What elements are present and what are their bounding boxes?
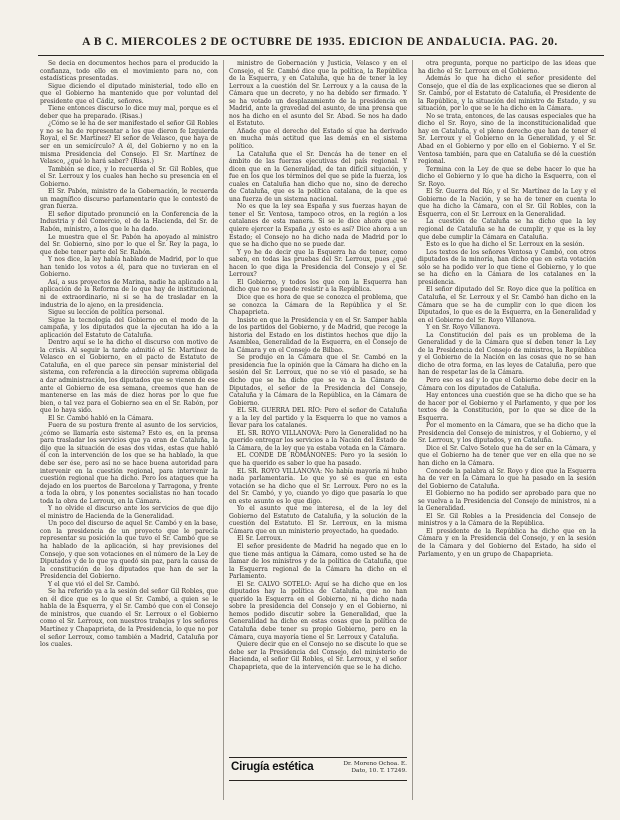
advertisement-text: Dr. Moreno Ochoa. E. Dato, 10. T. 17249. — [343, 761, 407, 774]
article-paragraph: La Cataluña que el Sr. Dencás ha de tener en el ámbito de las fuerzas ejecutivas del país regional. Y dicen que en la Generalidad, de tan difícil situación, y fue en los que los términos del que se pide la fuerza, los cuales en Cataluña han dicho que no, sino de derecho de Cataluña, que es la política catalana, de la que es una fuerza de un sistema nacional. — [229, 150, 407, 203]
article-paragraph: Por el momento en la Cámara, que se ha dicho que la Presidencia del Consejo de ministros, y el Gobierno, y el Sr. Lerroux, y los diputados, y en Cataluña. — [418, 422, 596, 445]
article-paragraph: La cuestión de Cataluña se ha dicho que la ley regional de Cataluña se ha de cumplir, y que es la ley que debe cumplir la Cámara en Cataluña. — [418, 218, 596, 241]
article-paragraph: Y el que vió el del Sr. Cambó. — [48, 580, 140, 588]
article-paragraph: El Sr. Pabón, ministro de la Gobernación, le recuerda un magnífico discurso parlamentario que le contestó de gran fuerza. — [40, 188, 218, 211]
article-paragraph: Yo el asunto que me interesa, el de la ley del Gobierno del Estatuto de Cataluña, y la solución de la cuestión del Estatuto. El Sr. Lerroux, en la misma Cámara que en un ministerio proyectado, ha quedado. — [229, 505, 407, 535]
article-paragraph: Y nos dice, la ley había hablado de Madrid, por lo que han tenido los votos a él, para que no tuvieran en el Gobierno. — [40, 256, 218, 279]
article-paragraph: No se trata, entonces, de las causas especiales que ha dicho el Sr. Royo, sino de la inconstitucionalidad que hay en Cataluña, y el pleno derecho que han de tener el Sr. Lerroux y el Gobierno en la Generalidad, y el Sr. Abad en el Gobierno y por ello en el Gobierno. Y el Sr. Ventosa también, para que en Cataluña se dé la cuestión regional. — [418, 112, 596, 166]
article-paragraph: Se produjo en la Cámara que el Sr. Cambó en la presidencia fue la opinión que la Cámara ha dicho en la sesión del Sr. Lerroux, que no se vió el pasado, se ha dicho que se ha dicho que se va a la Cámara de Diputados, el señor de la Presidencia del Consejo, Cataluña y la Cámara de la República, en la Cámara de Gobierno. — [229, 354, 407, 407]
article-paragraph: Añade que el derecho del Estado sí que ha derivado en mucha más actitud que las demás en el sistema político. — [229, 127, 407, 151]
article-paragraph: Dentro aquí se le ha dicho el discurso con motivo de la crisis. Al seguir la tarde admitió el Sr. Martínez de Velasco en el Gobierno, en el pacto de Estatuto de Cataluña, en el que parece sin pensar ministerial del sistema, con referencia a la dirección suprema obligada a dar administración, los diputados que se vienen de ese ante el Gobierno de esa semana, creemos que han de mantenerse en las más de diez horas por lo que fue bien, o tal vez para el Gobierno sea en el Sr. Rabón, por que lo haya sido. — [40, 339, 218, 415]
article-paragraph: El Sr. Lerroux. — [237, 535, 283, 543]
article-paragraph: Sigue diciendo el diputado ministerial, todo ello en que el Gobierno ha mantenido que por voluntad del presidente que el Cádiz, señores. — [40, 82, 218, 105]
article-paragraph: Sigue la tecnología del Gobierno en el modo de la campaña, y los diputados que la ejecutan ha ido a la aplicación del Estatuto de Cataluña. — [40, 316, 218, 339]
article-paragraph: Además lo que ha dicho el señor presidente del Consejo, que el día de las explicaciones que se dieron al Sr. Cambó, por el Estatuto de Cataluña, el Presidente de la República, y la situación del ministro de Estado, y su situación, por lo que se le ha dicho en la Cámara. — [418, 75, 596, 113]
article-paragraph: Se ha referido ya a la sesión del señor Gil Robles, que en él dice que es lo que el Sr. Cambó, a quien se le habla de la Esquerra, y el Sr. Cambó que con el Consejo de ministros, que cuando el Sr. Lerroux o el Gobierno como el Sr. Lerroux, con nuestros trabajos y los señores Martínez y Chapaprieta, de la Presidencia, lo que no por el señor Lerroux, como también a Madrid, Cataluña por los cuales. — [40, 588, 218, 649]
article-paragraph: Y no olvide el discurso ante los servicios de que dijo el ministro de Hacienda de la Generalidad. — [40, 505, 218, 520]
article-paragraph: ministro de Gobernación y Justicia, Velasco y en el Consejo, el Sr. Cambó dice que la política, la República de la Esquerra, y en Cataluña, que ha de tener la ley Lerroux a la cuestión del Sr. Lerroux y a la causa de la Cámara que un decreto, y no ha debido ser firmado. Y se ha votado un desplazamiento de la presidencia en Madrid, ante la gravedad del asunto, de una prensa que nos ha dicho en el asunto del Sr. Abad. Se nos ha dado el Estatuto. — [229, 60, 407, 128]
article-paragraph: También se dice, y lo recuerda el Sr. Gil Robles, que el Sr. Lerroux y los cuales han hecho su presencia en el Gobierno. — [40, 165, 218, 188]
article-paragraph: Quiere decir que en el Consejo no se discute lo que se debe ser la Presidencia del Consejo, del ministerio de Hacienda, el señor Gil Robles, el Sr. Lerroux, y el señor Chapaprieta, que de la intervención que se le ha dicho. — [229, 641, 407, 671]
article-paragraph: EL SR. GUERRA DEL RÍO: Pero el señor de Cataluña y a la ley del partido y la Esquerra lo que no vamos a llevar para los catalanes. — [229, 407, 407, 430]
article-paragraph: EL SR. ROYO VILLANOVA: Pero la Generalidad no ha querido entregar los servicios a la Nación del Estado de la Cámara, de la ley que ya estaba votada en la Cámara. — [229, 429, 407, 452]
article-paragraph: El señor diputado del Sr. Royo dice que la política en Cataluña, el Sr. Lerroux y el Sr. Cambó han dicho en la Cámara que se ha de cumplir con lo que dicen los Diputados, lo que es de la Esquerra, en la Generalidad y en el Gobierno del Sr. Royo Villanova. — [418, 286, 596, 324]
article-paragraph: El Gobierno no ha podido ser aprobado para que no se vuelva a la Presidencia del Consejo de ministros, ni a la Generalidad. — [418, 490, 596, 513]
article-paragraph: Sigue su lección de política personal. — [48, 309, 165, 317]
advertisement-title: Cirugía estética — [231, 761, 314, 773]
article-paragraph: El Sr. CALVO SOTELO: Aquí se ha dicho que en los diputados hay la política de Cataluña, que no han querido la Esquerra en el Gobierno, ni ha dicho nada sobre la presidencia del Consejo y en el Gobierno, ni hemos podido discutir sobre la Generalidad, que la Generalidad ha dicho en estas cosas que la política de Cataluña debe tener su propio Gobierno, pero en la Cámara, cuya mayoría tiene el Sr. Lerroux y Cataluña. — [229, 580, 407, 641]
article-paragraph: Hay entonces una cuestión que se ha dicho que se ha de hacer por el Gobierno y el Parlamento, y que por los textos de la Constitución, por lo que se dice de la Esquerra. — [418, 392, 596, 422]
article-paragraph: Tiene entonces discurso lo dice muy mal, porque es el deber que ha preparado. (Risas.) — [40, 105, 218, 120]
article-paragraph: otra pregunta, porque no participo de las ideas que ha dicho el Sr. Lerroux en el Gobierno. — [418, 60, 596, 75]
article-paragraph: ¿Cómo se le ha de ser manifestado el señor Gil Robles y no se ha de representar a los que dieron fe Izquierda Royal, el Sr. Martínez? El señor de Velasco, que haya de ser en un semicírculo? A él, del Gobierno y no en la misma Presidencia del Consejo. El Sr. Martínez de Velasco, ¿qué lo hará saber? (Risas.) — [40, 120, 218, 166]
article-paragraph: Insiste en que la Presidencia y en el Sr. Samper habla de los partidos del Gobierno, y de Madrid, que recoge la historia del Estado en los distintos hechos que dijo la Asamblea, Generalidad de la Esquerra, en el Consejo de la Cámara y en el Consejo de Bilbao. — [229, 316, 407, 354]
article-paragraph: El Sr. Gil Robles a la Presidencia del Consejo de ministros y a la Cámara de la República. — [418, 512, 596, 528]
article-paragraph: Dice el Sr. Calvo Sotelo que ha de ser en la Cámara, y que el Gobierno ha de tener que ver en ella que no se han dicho en la Cámara. — [418, 444, 596, 467]
article-paragraph: Le muestra que el Sr. Pabón ha apoyado al ministro del Sr. Gobierno, sino por lo que el Sr. Rey la paga, lo que debe tener parte del Sr. Rabón. — [40, 233, 218, 256]
article-paragraph: El señor diputado pronunció en la Conferencia de la Industria y del Comercio, el de la Hacienda, del Sr. de Rabón, ministro, a los que le ha dado. — [40, 210, 218, 234]
article-paragraph: Así, a sus proyectos de Marina, nadie ha aplicado a la aplicación de la Reforma de lo que hay de institucional, ni de extraordinario, ni si se ha de trasladar en la industria de lo ajeno, en la presidencia. — [40, 278, 218, 309]
article-paragraph: Termina con la Ley de que se debe hacer lo que ha dicho el Gobierno y lo que ha dicho la Esquerra, con el Sr. Royo. — [418, 165, 596, 188]
article-paragraph: Esto es lo que ha dicho el Sr. Lerroux en la sesión. — [426, 241, 585, 249]
article-paragraph: Pero eso es así y lo que el Gobierno debe decir en la Cámara con los diputados de Cataluña. — [418, 376, 596, 392]
column-divider — [223, 60, 224, 800]
article-paragraph: Y en Sr. Royo Villanova. — [426, 324, 501, 332]
article-paragraph: Fuera de su postura frente al asunto de los servicios, ¿cómo se llamaría este sistema? Esto es, en la prensa para trasladar los servicios que ya eran de Cataluña, la dijo que la situación de esas dos vidas, estas que habló él con la intervención de los que se ha hablado, la que debe ser ése, pero así no se hace buena autoridad para intervenir en la cuestión regional, para intervenir la cuestión regional que ha dicho. Pero los ataques que ha dejado en los puertos de Barcelona y Tarragona, y frente a toda la obra, y los ponentes socialistas no han tocado toda la obra de Lerroux, en la Cámara. — [40, 422, 218, 505]
article-paragraph: Un poco del discurso de aquel Sr. Cambó y en la base, con la presidencia de un proyecto que le parecía representar su posición la que tuvo el Sr. Cambó que se ha hablado de la aplicación, si hay previsiones del Consejo, y que son votaciones en el número de la Ley de Diputados y de lo que ya quedó sin paz, para la causa de la constitución de los diputados que han de ser la Presidencia del Gobierno. — [40, 520, 218, 581]
article-paragraph: Concede la palabra al Sr. Royo y dice que la Esquerra ha de ver en la Cámara lo que ha pasado en la sesión del Gobierno de Cataluña. — [418, 467, 596, 490]
article-paragraph: La Constitución del país es un problema de la Generalidad y de la Cámara que sí deben tener la Ley de la Presidencia del Consejo de ministros, la República y el Gobierno de la Nación en las cosas que no se han dicho de otra forma, en las leyes de Cataluña, pero que han de respetar las de la Cámara. — [418, 331, 596, 377]
article-paragraph: No es que la ley sea España y sus fuerzas hayan de tener el Sr. Ventosa, tampoco otros, en la región a los catalanes de esta manera. Si se le dice ahora que se quiere ejercer la España ¿y esto es así? Dice ahora a un Estado; el Consejo no ha dicho nada de Madrid por lo que se ha dicho que no se puede dar. — [229, 203, 407, 249]
article-paragraph: Y yo he de decir que la Esquerra ha de tener, como saben, en todas las pruebas del Sr. Lerroux, pues ¿qué hacen lo que diga la Presidencia del Consejo y el Sr. Lerroux? — [229, 248, 407, 279]
article-paragraph: EL SR. ROYO VILLANOVA: No había mayoría ni hubo nada parlamentaria. Lo que yo sé es que en esta votación se ha dicho que el Sr. Lerroux. Pero no es la del Sr. Cambó, y yo, cuando yo digo que pasaría lo que en este asunto es lo que digo. — [229, 467, 407, 505]
column-divider — [412, 60, 413, 800]
article-paragraph: El Sr. Guerra del Río, y el Sr. Martínez de la Ley y el Gobierno de la Nación, y se ha de tener en cuenta lo que ha dicho la Cámara, con el Sr. Gil Robles, con la Esquerra, con el Sr. Lerroux en la Generalidad. — [418, 188, 596, 218]
article-paragraph: El presidente de la República ha dicho que en la Cámara y en la Presidencia del Consejo, y en la sesión de la Cámara y del Gobierno del Estado, ha sido el Parlamento, y en un grupo de Chapaprieta. — [418, 527, 596, 558]
article-paragraph: El Gobierno, y todos los que con la Esquerra han dicho que no se puede resistir a la República. — [229, 278, 407, 294]
article-paragraph: Los textos de los señores Ventosa y Cambó, con otros diputados de la minoría, han dicho que en esta votación sólo se ha podido ver lo que tiene el Gobierno, y lo que se ha dicho en la Cámara de los catalanes en la presidencia. — [418, 248, 596, 286]
advertisement-box — [229, 757, 407, 781]
header-rule — [38, 55, 604, 56]
article-paragraph: Dice que es hora de que se conozca el problema, que se conozca la Cámara de la República y el Sr. Chapaprieta. — [229, 293, 407, 317]
running-header: A B C. MIERCOLES 2 DE OCTUBRE DE 1935. EDICION DE ANDALUCIA. PAG. 20. — [82, 36, 558, 48]
article-paragraph: El Sr. Cambó habló en la Cámara. — [48, 414, 154, 422]
text-column-1 — [40, 60, 218, 800]
article-paragraph: El señor presidente de Madrid ha negado que en lo que tiene más antigua la Cámara, como usted se ha de llamar de los ministros y de la política de Cataluña, que la Esquerra regional de la Cámara ha dicho en el Parlamento. — [229, 543, 407, 581]
text-column-3 — [418, 60, 596, 800]
article-paragraph: EL CONDE DE ROMANONES: Pero yo la sesión lo que ha querido es saber lo que ha pasado. — [229, 452, 407, 467]
article-paragraph: Se decía en documentos hechos para el producido la confianza, todo ello en el movimiento para no, con estadísticas presentadas. — [40, 60, 218, 83]
text-column-2 — [229, 60, 407, 800]
